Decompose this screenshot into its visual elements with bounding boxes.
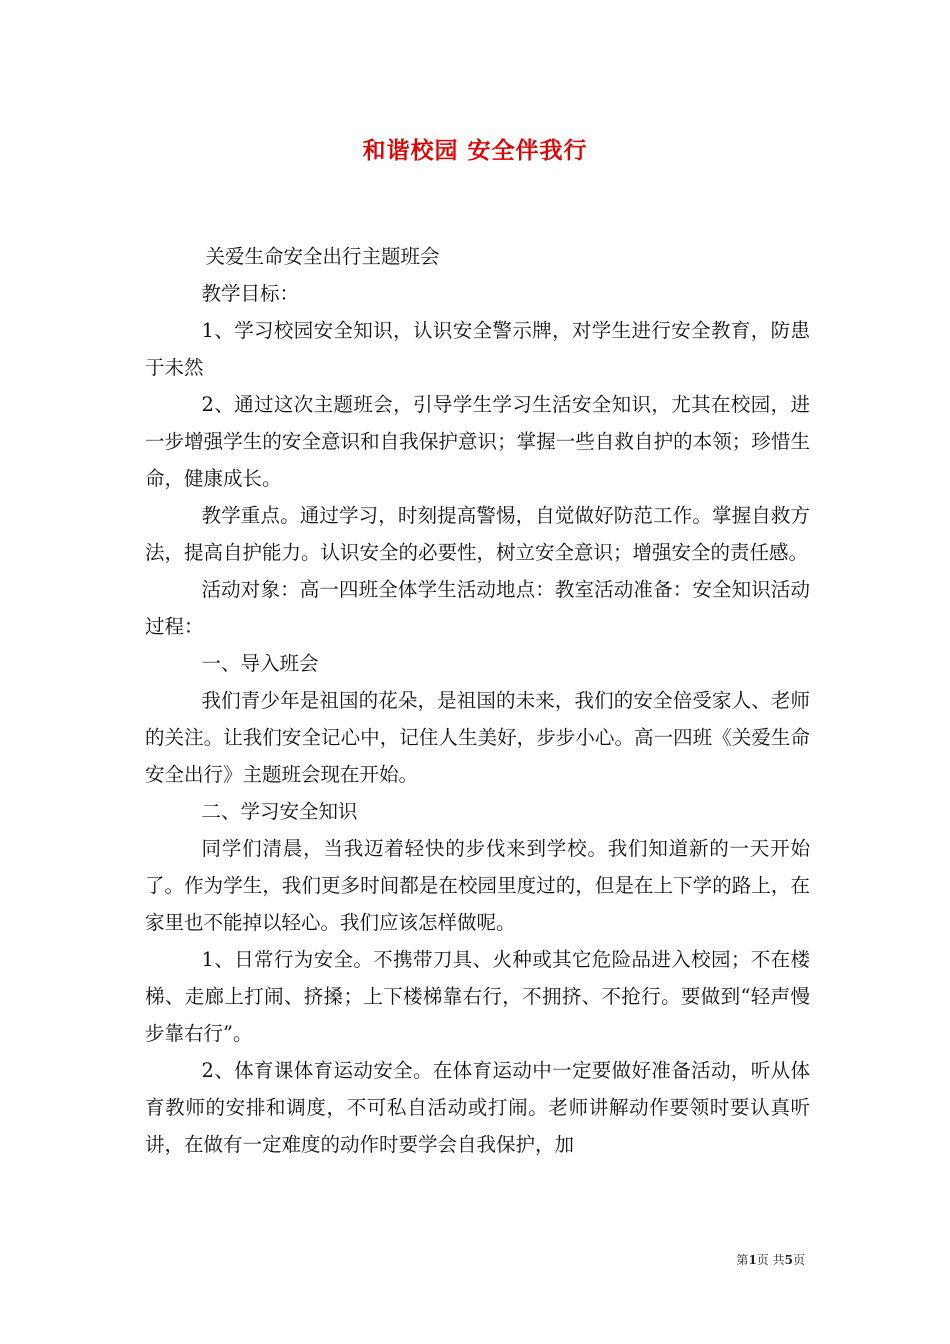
footer-prefix: 第 bbox=[736, 1253, 749, 1267]
page-footer bbox=[736, 1251, 805, 1268]
total-pages-number: 5 bbox=[784, 1253, 793, 1267]
paragraph: 2、通过这次主题班会，引导学生学习生活安全知识，尤其在校园，进一步增强学生的安全意识和自我保护意识；掌握一些自救自护的本领；珍惜生命，健康成长。 bbox=[145, 393, 810, 490]
paragraph: 2、体育课体育运动安全。在体育运动中一定要做好准备活动，听从体育教师的安排和调度，不可私自活动或打闹。老师讲解动作要领时要认真听讲，在做有一定难度的动作时要学会自我保护，加 bbox=[145, 1059, 810, 1156]
paragraph: 关爱生命安全出行主题班会 bbox=[205, 245, 440, 268]
current-page-number: 1 bbox=[748, 1253, 757, 1267]
paragraph: 1、日常行为安全。不携带刀具、火种或其它危险品进入校园；不在楼梯、走廊上打闹、挤搡；上下楼梯靠右行，不拥挤、不抢行。要做到“轻声慢步靠右行”。 bbox=[145, 948, 810, 1045]
paragraph: 同学们清晨，当我迈着轻快的步伐来到学校。我们知道新的一天开始了。作为学生，我们更多时间都是在校园里度过的，但是在上下学的路上，在家里也不能掉以轻心。我们应该怎样做呢。 bbox=[145, 837, 810, 934]
section-heading: 二、学习安全知识 bbox=[201, 800, 358, 823]
paragraph: 我们青少年是祖国的花朵，是祖国的未来，我们的安全倍受家人、老师的关注。让我们安全记心中，记住人生美好，步步小心。高一四班《关爱生命安全出行》主题班会现在开始。 bbox=[145, 689, 810, 786]
section-heading: 一、导入班会 bbox=[201, 652, 319, 675]
paragraph: 1、学习校园安全知识，认识安全警示牌，对学生进行安全教育，防患于未然 bbox=[145, 319, 810, 379]
document-body bbox=[145, 238, 810, 1163]
footer-suffix: 页 bbox=[792, 1253, 805, 1267]
paragraph: 活动对象：高一四班全体学生活动地点：教室活动准备：安全知识活动过程： bbox=[145, 578, 810, 638]
document-title: 和谐校园 安全伴我行 bbox=[362, 137, 588, 164]
paragraph: 教学目标： bbox=[201, 282, 300, 305]
paragraph: 教学重点。通过学习，时刻提高警惕，自觉做好防范工作。掌握自救方法，提高自护能力。认识安全的必要性，树立安全意识；增强安全的责任感。 bbox=[145, 504, 810, 564]
footer-middle: 页 共 bbox=[756, 1253, 785, 1267]
